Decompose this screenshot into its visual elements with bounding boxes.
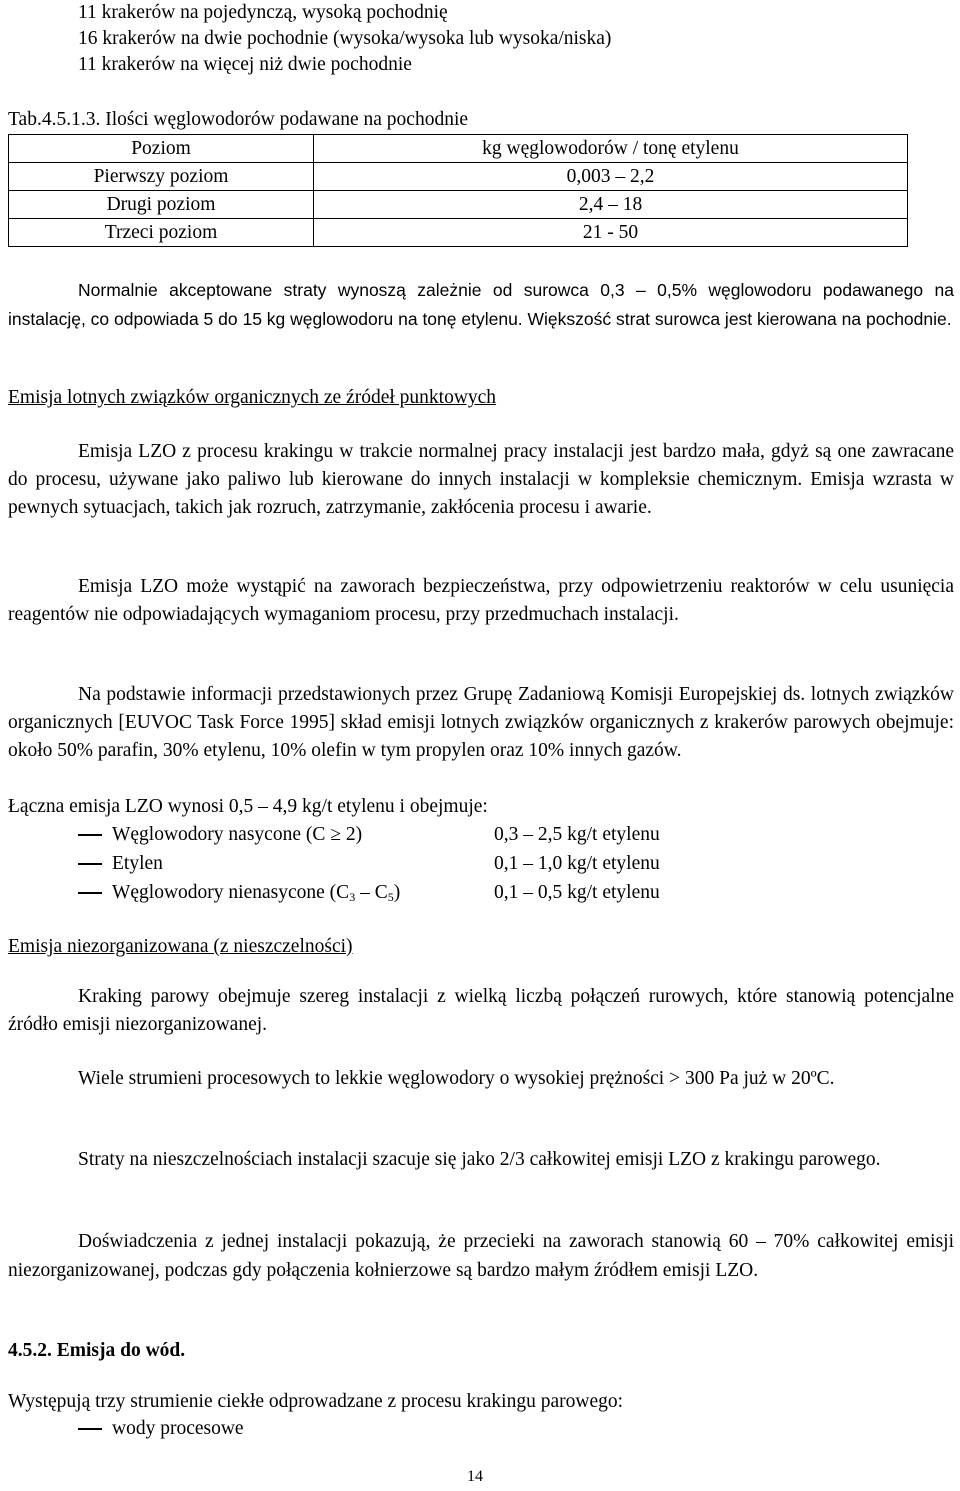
paragraph: Na podstawie informacji przedstawionych przez Grupę Zadaniową Komisji Europejskiej ds. lotnych związków organicznych [EUVOC Task Force 1995] skład emisji lotnych związków organicznych z krakerów parowych obejmuje: około 50% parafin, 30% etylenu, 10% olefin w tym propylen oraz 10% innych gazów. xyxy=(8,684,954,761)
list-item xyxy=(8,849,954,878)
table-cell: Trzeci poziom xyxy=(9,219,314,247)
table-row xyxy=(9,163,908,191)
list-item-value: 0,1 – 1,0 kg/t etylenu xyxy=(494,853,660,874)
list-item-name-part: 2) xyxy=(340,824,363,845)
list-item-name-part: Węglowodory nienasycone (C xyxy=(112,882,350,903)
subscript: 3 xyxy=(349,890,356,904)
list-item-name: wody procesowe xyxy=(112,1418,244,1439)
streams-list xyxy=(8,1414,954,1443)
table-cell: 21 - 50 xyxy=(314,219,908,247)
paragraph: Emisja LZO może wystąpić na zaworach bezpieczeństwa, przy odpowietrzeniu reaktorów w celu usunięcia reagentów nie odpowiadających wymaganiom procesu, przy przedmuchach instalacji. xyxy=(8,576,954,625)
list-item-value: 0,3 – 2,5 kg/t etylenu xyxy=(494,824,660,845)
heading-fugitive: Emisja niezorganizowana (z nieszczelności) xyxy=(8,936,353,957)
table-row xyxy=(9,191,908,219)
paragraph: Kraking parowy obejmuje szereg instalacji z wielką liczbą połączeń rurowych, które stanowią potencjalne źródło emisji niezorganizowanej. xyxy=(8,986,954,1035)
list-item xyxy=(8,1414,954,1443)
emission-list xyxy=(8,820,954,907)
table-header-cell: Poziom xyxy=(9,135,314,163)
heading-point-sources-wrap xyxy=(8,383,954,412)
page-number: 14 xyxy=(467,1468,483,1485)
list-item-name xyxy=(112,820,362,849)
paragraph: Wiele strumieni procesowych to lekkie węglowodory o wysokiej prężności > 300 Pa już w 20ºC. xyxy=(78,1068,835,1089)
table-cell: 0,003 – 2,2 xyxy=(314,163,908,191)
intro-line: 16 krakerów na dwie pochodnie (wysoka/wysoka lub wysoka/niska) xyxy=(78,28,612,49)
paragraph: Emisja LZO z procesu krakingu w trakcie normalnej pracy instalacji jest bardzo mała, gdyż są one zawracane do procesu, używane jako paliwo lub kierowane do innych instalacji w kompleksie chemicznym. Emisja wzrasta w pewnych sytuacjach, takich jak rozruch, zatrzymanie, zakłócenia procesu i awarie. xyxy=(8,441,954,518)
list-item xyxy=(8,878,954,907)
paragraph: Doświadczenia z jednej instalacji pokazują, że przecieki na zaworach stanowią 60 – 70% całkowitej emisji niezorganizowanej, podczas gdy połączenia kołnierzowe są bardzo małym źródłem emisji LZO. xyxy=(8,1231,954,1281)
intro-lines xyxy=(78,0,611,78)
table-header-row xyxy=(9,135,908,163)
symbol-geq: ≥ xyxy=(330,824,341,845)
intro-line: 11 krakerów na pojedynczą, wysoką pochodnię xyxy=(78,2,448,23)
paragraph-losses: Normalnie akceptowane straty wynoszą zależnie od surowca 0,3 – 0,5% węglowodoru podawanego na instalację, co odpowiada 5 do 15 kg węglowodoru na tonę etylenu. Większość strat surowca jest kierowana na pochodnie. xyxy=(8,280,954,329)
list-item-name: Etylen xyxy=(112,853,163,874)
dash-bullet xyxy=(78,892,102,894)
list-item-value: 0,1 – 0,5 kg/t etylenu xyxy=(494,882,660,903)
streams-intro: Występują trzy strumienie ciekłe odprowadzane z procesu krakingu parowego: xyxy=(8,1391,624,1412)
dash-bullet xyxy=(78,863,102,865)
list-item-name-part: – C xyxy=(355,882,388,903)
heading-point-sources: Emisja lotnych związków organicznych ze źródeł punktowych xyxy=(8,387,497,408)
hydrocarbon-table xyxy=(8,134,908,247)
paragraph: Straty na nieszczelnościach instalacji szacuje się jako 2/3 całkowitej emisji LZO z krakingu parowego. xyxy=(78,1149,881,1170)
heading-fugitive-wrap xyxy=(8,932,954,961)
intro-line: 11 krakerów na więcej niż dwie pochodnie xyxy=(78,54,412,75)
table-caption: Tab.4.5.1.3. Ilości węglowodorów podawane na pochodnie xyxy=(8,109,469,130)
table-cell: Drugi poziom xyxy=(9,191,314,219)
section-heading: 4.5.2. Emisja do wód. xyxy=(8,1340,186,1361)
table-cell: Pierwszy poziom xyxy=(9,163,314,191)
table-row xyxy=(9,219,908,247)
list-item-name xyxy=(112,878,400,907)
table-header-cell: kg węglowodorów / tonę etylenu xyxy=(314,135,908,163)
list-item xyxy=(8,820,954,849)
dash-bullet xyxy=(78,834,102,836)
table-cell: 2,4 – 18 xyxy=(314,191,908,219)
dash-bullet xyxy=(78,1428,102,1430)
list-item-name-part: Węglowodory nasycone (C xyxy=(112,824,331,845)
list-item-name-part: ) xyxy=(393,882,401,903)
subscript: 5 xyxy=(387,890,394,904)
total-emission-line: Łączna emisja LZO wynosi 0,5 – 4,9 kg/t etylenu i obejmuje: xyxy=(8,796,488,817)
